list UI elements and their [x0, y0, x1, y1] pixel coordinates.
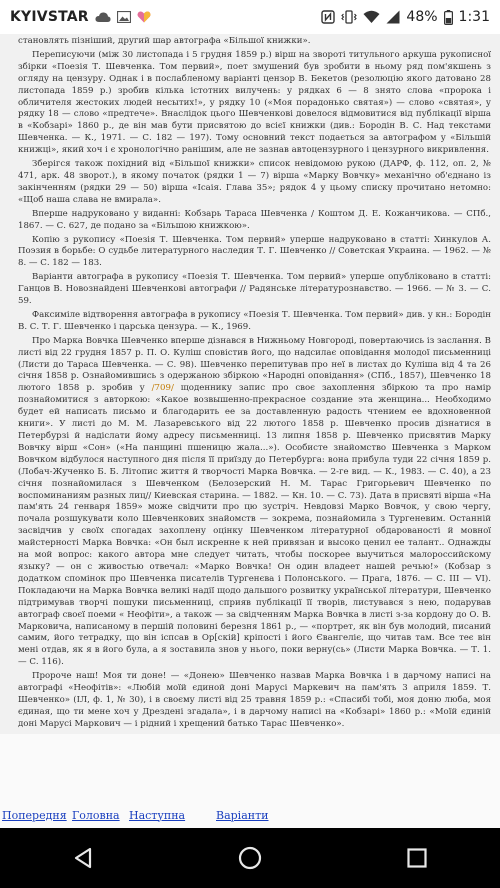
- heart-icon: [137, 11, 151, 23]
- paragraph-8-tail: щоденнику запис про своє захоплення збіркою та про намір познайомитися з авторкою: «Какое возвышенно-прекрасное создание эта женщина... Необходимо будет ей написать письмо и благодарить ее за доставленную радость чтением ее вдохновенной книги». У листі до М. М. Лазаревського від 22 лютого 1858 р. Шевченко просив дізнатися в Петербурзі й надіслати йому адресу письменниці. 13 липня 1858 р. Шевченко присвятив Марку Вовчку вірш «Сон» («На панщині пшеницю жала...»). Особисте знайомство Шевченка з Марком Вовчком відбулося наступного дня після її приїзду до Петербурга: вона прибула туди 22 січня 1859 р. (Лобач-Жученко Б. Б. Літопис життя й творчості Марка Вовчка. — 2-ге вид. — К., 1983. — С. 40), а 23 січня познайомилася з Шевченком (Белозерский Н. М. Тарас Григорьевич Шевченко по воспоминаниям разных лиц// Киевская старина. — 1882. — Кн. 10. — С. 73). Дата в присвяті вірша «На пам'ять 24 генваря 1859» може свідчити про цю зустріч. Невдовзі Марко Вовчок, у свою чергу, почала розшукувати коло Шевченкових знайомств — зокрема, познайомила з Тургеневим. Останній засвідчив у своїх спогадах захоплену оцінку Шевченком літературної обдарованості й мовної майстерності Марка Вовчка: «Он был искренне к ней привязан и высоко ценил ее талант.. Однажды на мой вопрос: какого автора мне следует читать, чтобы поскорее выучиться малороссийскому языку? — он с живостью отвечал: «Марко Вовчка! Он один владеет нашей речью!» (Кобзар з додатком спомінок про Шевченка писателів Тургенєва і Полонського. — Прага, 1876. — С. ІІІ — VI). Покладаючи на Марка Вовчка великі надії щодо дальшого розвитку української літератури, Шевченко підтримував творчі пошуки письменниці, сприяв публікації її творів, листувався з нею, подарував автограф своєї поеми « Неофіти», а також — за свідченням Марка Вовчка в листі з-за кордону до О. В. Марковича, написаному в першій половині березня 1861 р., — «портрет, як він був молодий, писаний самим, його тетрадку, що він іспсав в Ор[скій] кріпості і його Євангеліє, що читав там. Все теє він мені отдав, як я в його була, а я зоставила знов у нього, поки верну(сь» (Листи Марка Вовчка. — Т. 1. — С. 116).: [18, 383, 491, 668]
- wifi-icon: [363, 10, 380, 24]
- paragraph-7: Факсиміле відтворення автографа в рукопису «Поезія Т. Шевченка. Том первий» див. у кн.: Бородін В. С. Т. Г. Шевченко і царська цензура. — К., 1969.: [18, 309, 491, 332]
- paragraph-2: Переписуючи (між 30 листопада і 5 грудня 1859 р.) вірш на звороті титульного аркуша рукописної збірки «Поезія Т. Шевченка. Том первий», поет змушений був зробити в ньому ряд пом'якшень з огляду на цензуру. Однак і в послабленому варіанті цензор В. Бекетов (резолюцію якого датовано 28 листопада 1859 р.) зробив кілька істотних вилучень: у рядках 6 — 8 знято слова «пророка і обличителя жестоких людей несытих!», у рядку 10 («Моя порадонько святая») — слово «святая», у рядку 18 — слово «предтече». Внаслідок цього Шевченкові довелося відмовитися від публікації вірша в «Кобзарі» 1860 р., де він мав бути присвятою до всієї книжки (див.: Бородін В. С. Над текстами Шевченка. — К., 1971. — С. 182 — 197). Тому основний текст подається за автографом у «Більшій книжці», який хоч і є хронологічно ранішим, але не зазнав автоцензурного і цензурного викривлення.: [18, 49, 491, 156]
- clock: 1:31: [458, 9, 490, 25]
- vibrate-icon: [341, 10, 357, 24]
- nfc-icon: [321, 10, 335, 24]
- next-page-link[interactable]: Наступна: [129, 808, 186, 822]
- android-navigation-bar: [0, 828, 500, 888]
- prev-page-link[interactable]: Попередня: [2, 808, 67, 822]
- paragraph-3: Зберігся також похідний від «Більшої книжки» список невідомою рукою (ДАРФ, ф. 112, оп. 2, № 471, арк. 48 зворот.), в якому початок (рядки 1 — 7) вірша «Марку Вовчку» механічно об'єднано із закінченням (рядки 29 — 50) вірша «Ісаія. Глава 35»; рядок 4 у цьому списку прочитано нетомно: «Щоб наша слава не вмирала».: [18, 159, 491, 205]
- paragraph-8: [18, 336, 491, 669]
- signal-icon: [386, 10, 400, 24]
- image-icon: [117, 11, 131, 23]
- document-content: [0, 34, 500, 734]
- paragraph-5: Копію з рукопису «Поезія Т. Шевченка. Том первий» уперше надруковано в статті: Хинкулов А. Поэзия в борьбе: О судьбе литературного наследия Т. Г. Шевченко // Советская Украина. — 1962. — № 8. — С. 182 — 183.: [18, 234, 491, 269]
- paragraph-4: Вперше надруковано у виданні: Кобзарь Тараса Шевченка / Коштом Д. Е. Кожанчикова. — СПб., 1867. — С. 627, де подано за «Більшою книжкою».: [18, 208, 491, 231]
- paragraph-1: становлять пізніший, другий шар автографа «Більшої книжки».: [18, 36, 311, 46]
- home-link[interactable]: Головна: [72, 808, 120, 822]
- page-reference-link[interactable]: /709/: [151, 383, 174, 394]
- battery-percentage: 48%: [406, 9, 438, 25]
- paragraph-8-text: Про Марка Вовчка Шевченко вперше дізнався в Нижньому Новгороді, повертаючись із заслання. В листі від 22 грудня 1857 р. П. О. Куліш сповістив його, що надсилає оповідання молодої письменниці (Листи до Тараса Шевченка. — С. 98). Шевченко перепитував про неї в листах до Куліша від 4 та 26 січня 1858 р. Ознайомившись з одержаною збіркою «Народні оповідання» (СПб., 1857), Шевченко 18 лютого 1858 р. зробив у: [18, 335, 491, 394]
- battery-icon: [444, 10, 453, 25]
- variants-link[interactable]: Варіанти: [216, 808, 269, 822]
- back-icon[interactable]: [53, 828, 113, 888]
- carrier-name: KYIVSTAR: [10, 9, 89, 25]
- page-navigation: [0, 804, 500, 826]
- paragraph-6: Варіанти автографа в рукопису «Поезія Т. Шевченка. Том первий» уперше опубліковано в статті: Ганцов В. Новознайдені Шевченкові автографи // Радянське літературознавство. — 1966. — № 3. — С. 59.: [18, 272, 491, 307]
- cloud-icon: [95, 11, 111, 23]
- status-bar: [0, 0, 500, 34]
- paragraph-9: Пророче наш! Моя ти доне! — «Донею» Шевченко назвав Марка Вовчка і в дарчому написі на автографі «Неофітів»: «Любій моїй єдиной доні Марусі Маркевич на пам'ять 3 априля 1859. Т. Шевченко» (IЛ, ф. 1, № 30), і в своєму листі від 25 травня 1859 р.: «Спасибі тобі, моя доню люба, моя єдиная, що ти мене хоч у Дрездені згадала», і в дарчому написі на «Кобзарі» 1860 р.: «Моїй єдиній доні Марусі Маркович — і рідний і хрещений батько Тарас Шевченко».: [18, 671, 491, 729]
- recent-apps-icon[interactable]: [387, 828, 447, 888]
- home-circle-icon[interactable]: [220, 828, 280, 888]
